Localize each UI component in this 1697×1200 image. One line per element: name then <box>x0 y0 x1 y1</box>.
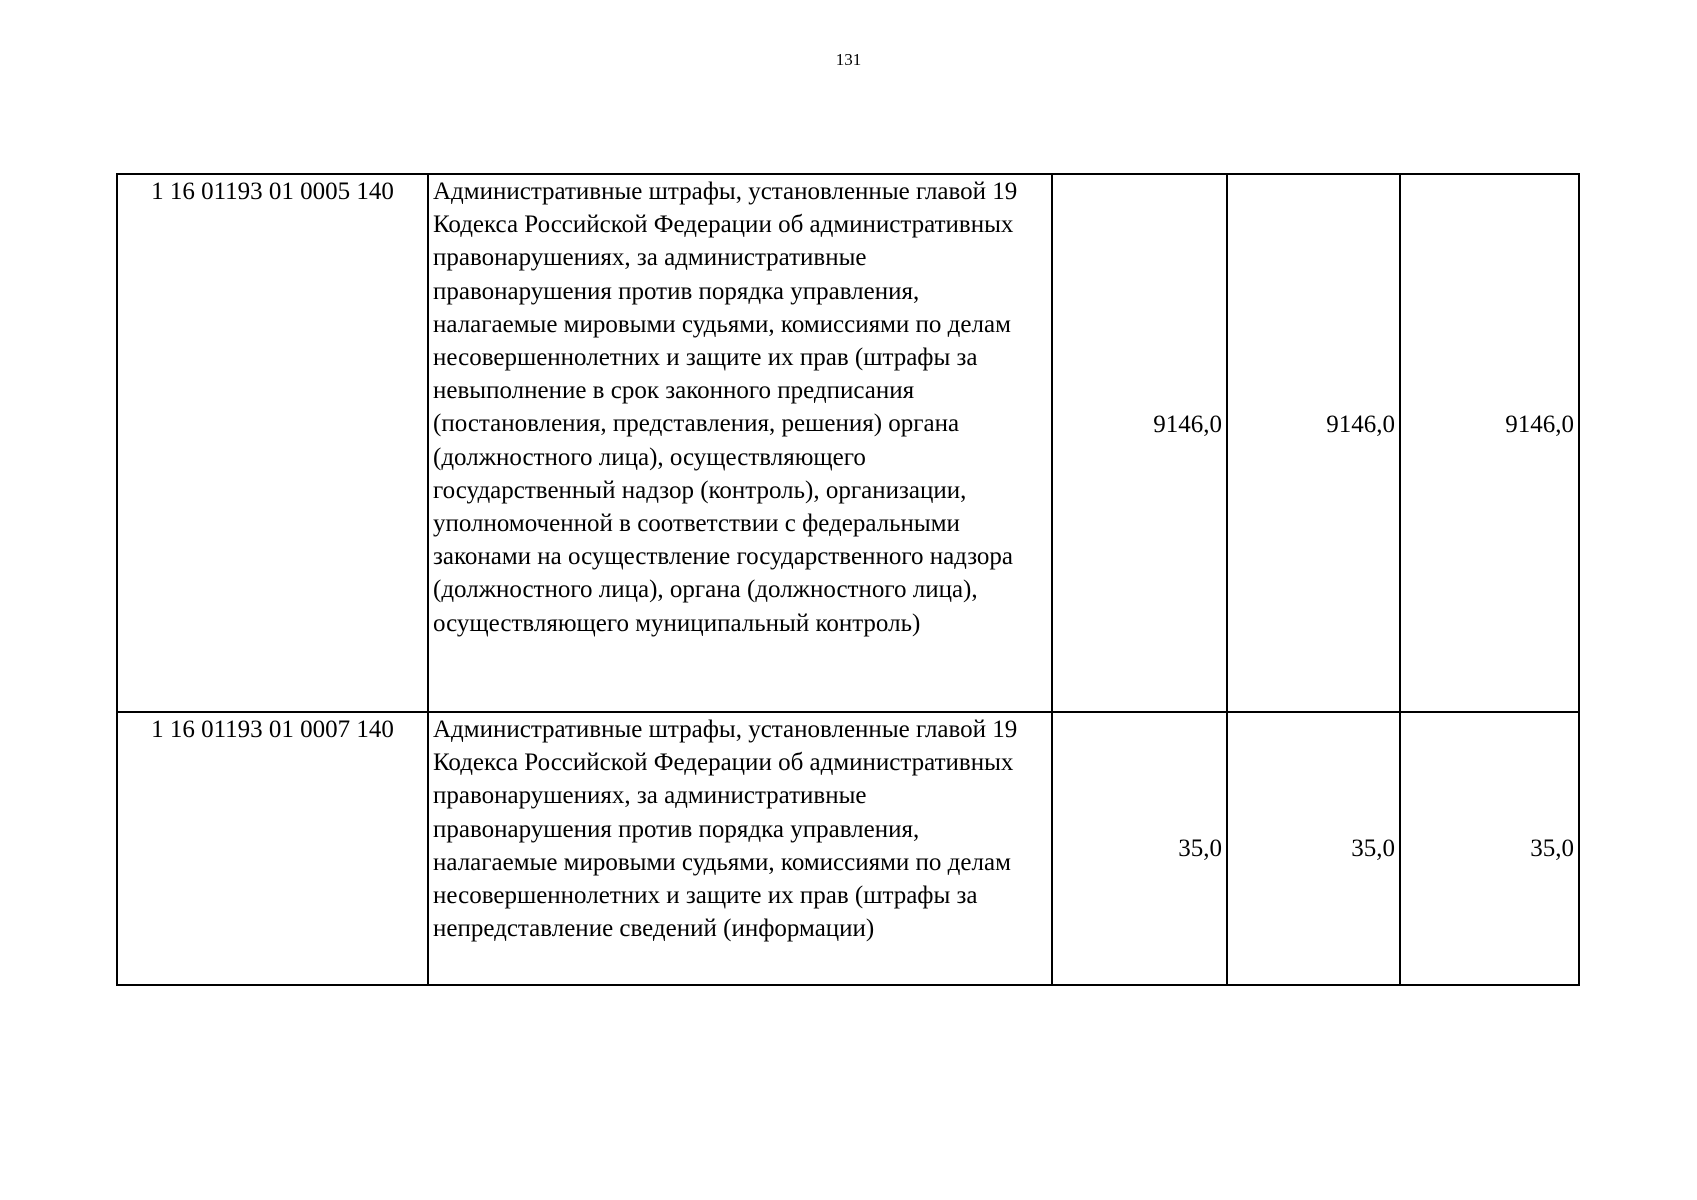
budget-classification-code: 1 16 01193 01 0005 140 <box>117 174 428 712</box>
amount-year-1: 9146,0 <box>1052 174 1227 712</box>
revenue-description: Административные штрафы, установленные главой 19 Кодекса Российской Федерации об административных правонарушениях, за административные правонарушения против порядка управления, налагаемые мировыми судьями, комиссиями по делам несовершеннолетних и защите их прав (штрафы за невыполнение в срок законного предписания (постановления, представления, решения) органа (должностного лица), осуществляющего государственный надзор (контроль), организации, уполномоченной в соответствии с федеральными законами на осуществление государственного надзора (должностного лица), органа (должностного лица), осуществляющего муниципальный контроль) <box>428 174 1052 712</box>
budget-revenue-table <box>116 173 1580 986</box>
amount-year-3: 9146,0 <box>1400 174 1579 712</box>
table-row <box>117 174 1579 712</box>
amount-year-2: 35,0 <box>1227 712 1400 985</box>
revenue-description: Административные штрафы, установленные главой 19 Кодекса Российской Федерации об административных правонарушениях, за административные правонарушения против порядка управления, налагаемые мировыми судьями, комиссиями по делам несовершеннолетних и защите их прав (штрафы за непредставление сведений (информации) <box>428 712 1052 985</box>
page-number: 131 <box>835 50 862 69</box>
amount-year-2: 9146,0 <box>1227 174 1400 712</box>
amount-year-3: 35,0 <box>1400 712 1579 985</box>
amount-year-1: 35,0 <box>1052 712 1227 985</box>
table-row <box>117 712 1579 985</box>
budget-classification-code: 1 16 01193 01 0007 140 <box>117 712 428 985</box>
